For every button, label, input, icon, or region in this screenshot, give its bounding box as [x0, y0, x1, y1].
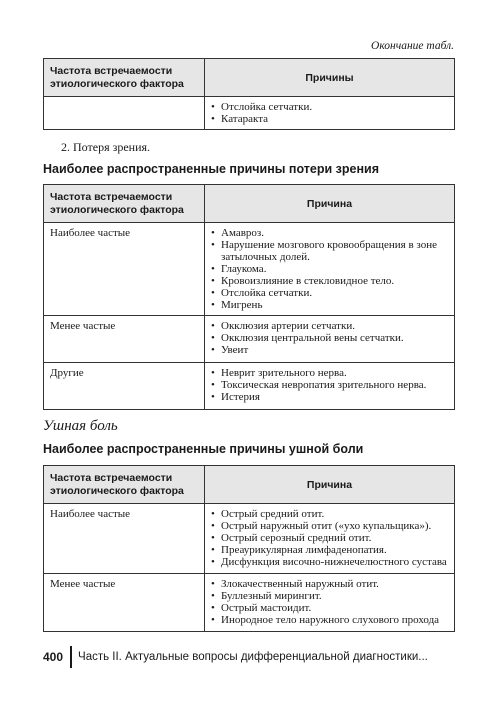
table-ear-pain	[43, 465, 455, 632]
frequency-cell: Менее частые	[44, 316, 205, 363]
continuation-note: Окончание табл.	[371, 40, 454, 52]
causes-cell	[205, 574, 455, 632]
list-item: • Отслойка сетчатки.	[211, 101, 448, 113]
table-row	[44, 574, 455, 632]
list-item: • Острый наружный отит («ухо купальщика»).	[211, 520, 448, 532]
list-item: • Неврит зрительного нерва.	[211, 367, 448, 379]
header-frequency: Частота встречаемости этиологического фактора	[44, 185, 205, 223]
header-frequency: Частота встречаемости этиологического фактора	[44, 59, 205, 97]
list-item: • Нарушение мозгового кровообращения в зоне затылочных долей.	[211, 239, 448, 263]
list-item: • Катаракта	[211, 113, 448, 125]
list-item: • Острый серозный средний отит.	[211, 532, 448, 544]
list-item: • Острый мастоидит.	[211, 602, 448, 614]
table-row	[44, 97, 455, 130]
table-header-row	[44, 185, 455, 223]
table-row	[44, 223, 455, 316]
list-item: • Окклюзия центральной вены сетчатки.	[211, 332, 448, 344]
header-frequency: Частота встречаемости этиологического фактора	[44, 466, 205, 504]
causes-cell	[205, 363, 455, 410]
header-causes: Причины	[205, 59, 455, 97]
list-item: • Кровоизлияние в стекловидное тело.	[211, 275, 448, 287]
list-item: • Мигрень	[211, 299, 448, 311]
frequency-cell	[44, 97, 205, 130]
numbered-list-item: 2. Потеря зрения.	[61, 140, 151, 154]
list-item: • Окклюзия артерии сетчатки.	[211, 320, 448, 332]
list-item: • Злокачественный наружный отит.	[211, 578, 448, 590]
table-header-row	[44, 466, 455, 504]
list-item: • Преаурикулярная лимфаденопатия.	[211, 544, 448, 556]
table-continued	[43, 58, 455, 130]
list-item: • Острый средний отит.	[211, 508, 448, 520]
causes-cell	[205, 504, 455, 574]
section-heading-ear-pain: Наиболее распространенные причины ушной боли	[43, 442, 364, 456]
causes-cell	[205, 316, 455, 363]
page-number: 400	[43, 650, 64, 664]
table-row	[44, 504, 455, 574]
causes-cell	[205, 223, 455, 316]
table-header-row	[44, 59, 455, 97]
table-row	[44, 316, 455, 363]
page-footer	[43, 646, 428, 668]
frequency-cell: Другие	[44, 363, 205, 410]
list-item: • Отслойка сетчатки.	[211, 287, 448, 299]
table-vision-loss	[43, 184, 455, 410]
frequency-cell: Наиболее частые	[44, 223, 205, 316]
causes-cell	[205, 97, 455, 130]
running-title: Часть II. Актуальные вопросы дифференциальной диагностики...	[78, 651, 428, 663]
list-item: • Увеит	[211, 344, 448, 356]
list-item: • Истерия	[211, 391, 448, 403]
list-item: • Токсическая невропатия зрительного нерва.	[211, 379, 448, 391]
section-subheading-ear-pain: Ушная боль	[43, 418, 118, 434]
list-item: • Глаукома.	[211, 263, 448, 275]
header-cause: Причина	[205, 185, 455, 223]
list-item: • Инородное тело наружного слухового прохода	[211, 614, 448, 626]
footer-divider	[70, 646, 72, 668]
header-cause: Причина	[205, 466, 455, 504]
list-item: • Амавроз.	[211, 227, 448, 239]
section-heading-vision-loss: Наиболее распространенные причины потери зрения	[43, 162, 379, 176]
list-item: • Буллезный мирингит.	[211, 590, 448, 602]
frequency-cell: Наиболее частые	[44, 504, 205, 574]
list-item: • Дисфункция височно-нижнечелюстного сустава	[211, 556, 448, 568]
table-row	[44, 363, 455, 410]
frequency-cell: Менее частые	[44, 574, 205, 632]
